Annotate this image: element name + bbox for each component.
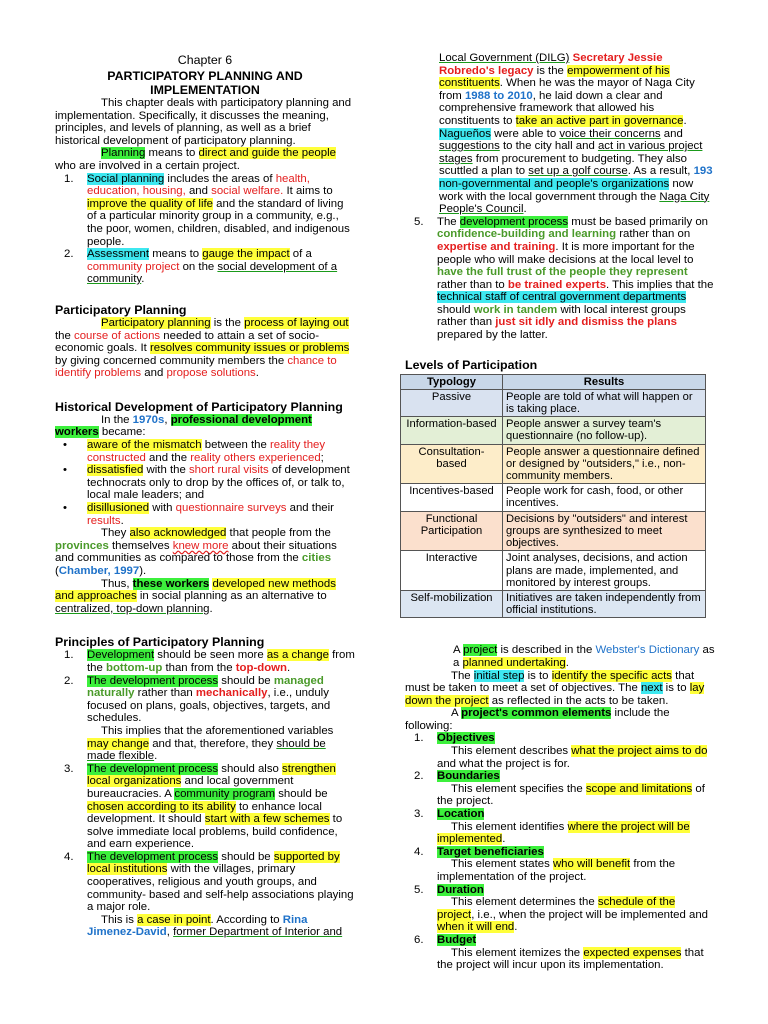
list-item: 3. Location This element identifies where the project will be implemented.: [414, 808, 690, 846]
table-row: Interactive Joint analyses, decisions, and action plans are made, implemented, and monitored by interest groups.: [401, 551, 706, 591]
title-line-1: PARTICIPATORY PLANNING AND: [107, 69, 303, 83]
participatory-planning-paragraph: Participatory planning is the process of laying out the course of actions needed to attain a set of socio-economic goals. It resolves community issues or problems by giving concerned community members the chance to identify problems and propose solutions.: [55, 316, 350, 380]
principle-5-list: [405, 216, 715, 342]
levels-table: [400, 374, 706, 619]
principle-2-note: This implies that the aforementioned variables may change and that, therefore, they should be made flexible.: [87, 724, 334, 763]
planning-list: [55, 173, 355, 286]
chapter-label: Chapter 6: [177, 53, 233, 67]
list-item: 5. The development process must be based primarily on confidence-building and learning rather than on expertise and training. It is more important for the people who will make decisions at the local level to have the full trust of the people they represent rather than to be trained experts. This implies that the technical staff of central government departments should work in tandem with local interest groups rather than just sit idly and dismiss the plans prepared by the latter.: [414, 215, 714, 342]
intro-paragraph: This chapter deals with participatory planning and implementation. Specifically, it discusses the meaning, principles, and levels of planning, as well as a brief historical development of participatory planning.: [55, 97, 352, 147]
table-row: Self-mobilization Initiatives are taken independently from official institutions.: [401, 590, 706, 617]
table-row: Information-based People answer a survey team's questionnaire (no follow-up).: [401, 417, 706, 444]
typology-header: Typology: [401, 374, 503, 389]
project-steps: The initial step is to identify the specific acts that must be taken to meet a set of objectives. The next is to lay down the project as reflected in the acts to be taken.: [405, 669, 705, 707]
title-line-2: IMPLEMENTATION: [150, 82, 260, 97]
list-item: • aware of the mismatch between the reality they constructed and the reality others experienced;: [63, 439, 326, 464]
historical-development-heading: Historical Development of Participatory Planning: [55, 399, 343, 414]
right-column: [405, 0, 715, 972]
list-item: • disillusioned with questionnaire surveys and their results.: [63, 502, 334, 527]
list-item: 2. Assessment means to gauge the impact of a community project on the social development of a community.: [64, 248, 338, 286]
list-item: 2. The development process should be managed naturally rather than mechanically, i.e., unduly focused on plans, goals, objectives, targets, and schedules. This implies that the aforementioned variables may change and that, therefore, they should be made flexible.: [55, 675, 355, 763]
participatory-planning-heading: Participatory Planning: [55, 302, 187, 317]
project-definition: A project is described in the Webster's Dictionary as a planned undertaking.: [453, 644, 715, 669]
list-item: 2. Boundaries This element specifies the scope and limitations of the project.: [414, 770, 705, 808]
list-item: 1. Development should be seen more as a change from the bottom-up than from the top-down.: [64, 649, 355, 674]
table-row: Incentives-based People work for cash, food, or other incentives.: [401, 484, 706, 511]
list-item: 1. Social planning includes the areas of health, education, housing, and social welfare. It aims to improve the quality of life and the standard of living of a particular minority group in a community, e.g., the poor, women, children, disabled, and indigenous people.: [64, 172, 350, 248]
planning-definition: Planning means to direct and guide the people who are involved in a certain project.: [55, 147, 336, 172]
table-header-row: [401, 374, 706, 389]
table-row: Passive People are told of what will happen or is taking place.: [401, 389, 706, 416]
table-row: Functional Participation Decisions by "outsiders" and interest groups are synthesized to meet objectives.: [401, 511, 706, 551]
levels-heading: Levels of Participation: [405, 357, 538, 372]
thus-paragraph: Thus, these workers developed new methods and approaches in social planning as an alternative to centralized, top-down planning.: [55, 577, 336, 615]
history-intro: In the 1970s, professional development workers became:: [55, 413, 312, 439]
list-item: 4. The development process should be supported by local institutions with the villages, primary cooperatives, religious and youth groups, and community- based and self-help associations playing a major role. This is a case in point. According to Rina Jimenez-David, former Department of Interior and: [64, 850, 354, 939]
list-item: 5. Duration This element determines the schedule of the project, i.e., when the project will be implemented and when it will end.: [414, 883, 709, 934]
project-elements-list: [405, 732, 715, 971]
table-row: Consultation-based People answer a questionnaire defined or designed by "outsiders," i.e., non-community members.: [401, 444, 706, 484]
list-item: 1. Objectives This element describes what the project aims to do and what the project is for.: [414, 732, 708, 770]
they-paragraph: They also acknowledged that people from the provinces themselves knew more about their situations and communities as compared to those from the cities (Chamber, 1997).: [55, 527, 337, 577]
results-header: Results: [503, 374, 706, 389]
history-bullets: [55, 439, 355, 527]
list-item: 4. Target beneficiaries This element states who will benefit from the implementation of the project.: [414, 845, 676, 883]
robredo-paragraph: Local Government (DILG) Secretary Jessie Robredo's legacy is the empowerment of his constituents. When he was the mayor of Naga City from 1988 to 2010, he laid down a clear and comprehensive framework that allowed his constituents to take an active part in governance. Nagueños were able to voice their concerns and suggestions to the city hall and act in various project stages from procurement to budgeting. They also scuttled a plan to set up a golf course. As a result, 193 non-governmental and people's organizations now work with the local government through the Naga City People's Council.: [439, 52, 713, 216]
left-column: [55, 0, 355, 939]
list-item: 3. The development process should also strengthen local organizations and local government bureaucracies. A community program should be chosen according to its ability to enhance local development. It should start with a few schemes to solve immediate local problems, build confidence, and earn experience.: [64, 762, 343, 851]
principles-heading: Principles of Participatory Planning: [55, 635, 265, 650]
list-item: 6. Budget This element itemizes the expected expenses that the project will incur upon its implementation.: [414, 933, 704, 972]
principle-4-note: This is a case in point. According to Rina Jimenez-David, former Department of Interior and: [87, 913, 343, 939]
list-item: • dissatisfied with the short rural visits of development technocrats only to drop by the offices of, or talk to, local male leaders; and: [63, 464, 350, 502]
principles-list: [55, 649, 355, 939]
project-elements-intro: A project's common elements include the following:: [405, 707, 670, 732]
